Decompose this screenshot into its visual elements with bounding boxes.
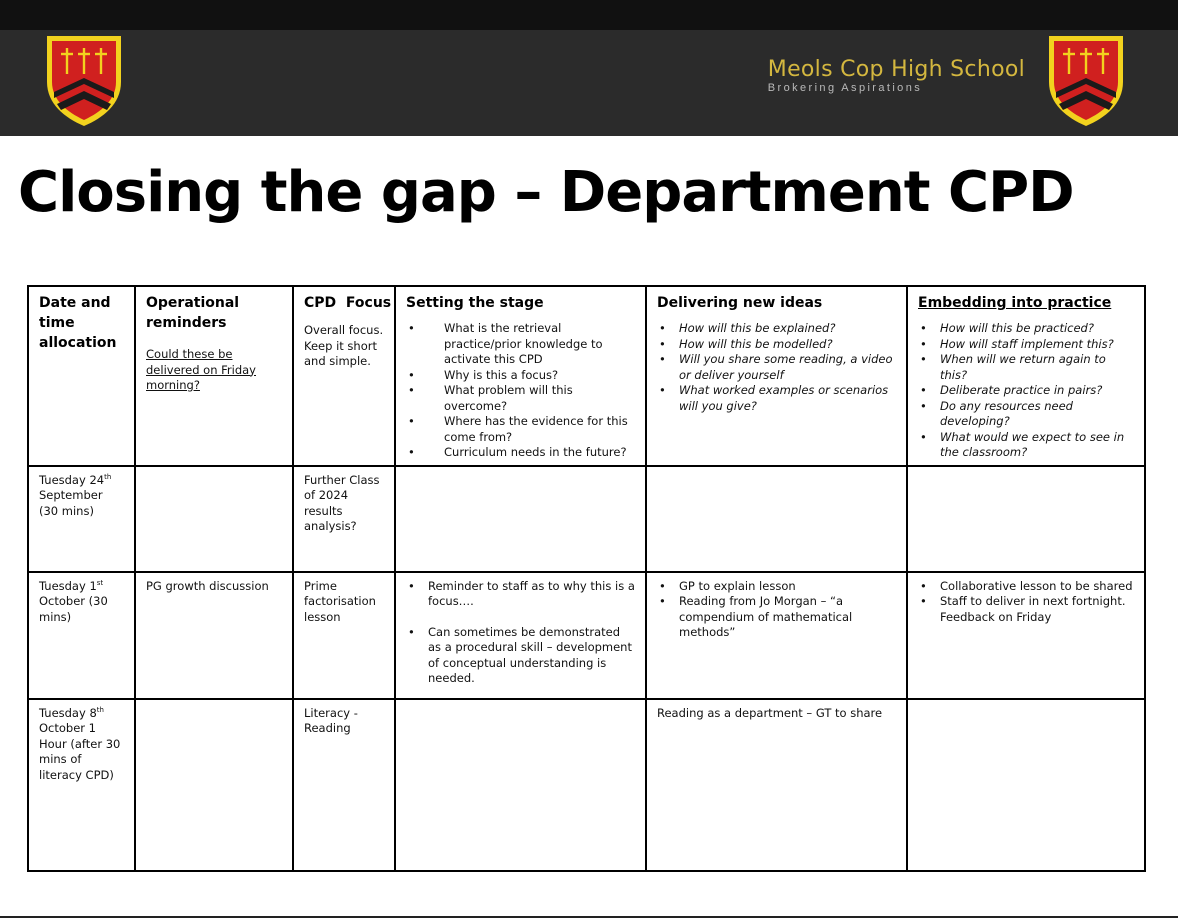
list-item: • Reading from Jo Morgan – “a compendium of mathematical methods” bbox=[657, 594, 896, 641]
operational-cell bbox=[135, 466, 293, 572]
date-suffix: st bbox=[96, 578, 104, 587]
list-item: • What would we expect to see in the classroom? bbox=[918, 430, 1134, 461]
list-item: • GP to explain lesson bbox=[657, 579, 896, 595]
bottom-divider bbox=[0, 916, 1178, 918]
list-item: • Curriculum needs in the future? bbox=[406, 445, 635, 461]
embed-cell bbox=[907, 466, 1145, 572]
header-focus-label: CPD Focus bbox=[304, 295, 392, 311]
date-suffix: th bbox=[104, 472, 112, 481]
header-ideas-list bbox=[657, 321, 896, 414]
list-item: • Staff to deliver in next fortnight. Feedback on Friday bbox=[918, 594, 1134, 625]
ideas-cell bbox=[646, 466, 907, 572]
school-branding bbox=[768, 57, 1025, 94]
table-row bbox=[28, 699, 1145, 871]
table-row bbox=[28, 466, 1145, 572]
embed-list bbox=[918, 579, 1134, 626]
stage-cell bbox=[395, 466, 646, 572]
date-text: October (30 mins) bbox=[39, 594, 108, 624]
date-text: September (30 mins) bbox=[39, 488, 103, 518]
stage-cell bbox=[395, 572, 646, 699]
list-item: • Where has the evidence for this come from? bbox=[406, 414, 635, 445]
list-item: • Can sometimes be demonstrated as a procedural skill – development of conceptual understanding is needed. bbox=[406, 625, 635, 687]
table-row bbox=[28, 572, 1145, 699]
list-item: • How will this be modelled? bbox=[657, 337, 896, 353]
date-text: Tuesday 24 bbox=[39, 472, 105, 487]
ideas-cell bbox=[646, 572, 907, 699]
list-item: • What is the retrieval practice/prior knowledge to activate this CPD bbox=[406, 321, 635, 368]
ideas-cell: Reading as a department – GT to share bbox=[646, 699, 907, 871]
list-item: • How will this be explained? bbox=[657, 321, 896, 337]
header-operational bbox=[135, 286, 293, 466]
school-name: Meols Cop High School bbox=[767, 57, 1025, 82]
date-text: Tuesday 8 bbox=[39, 705, 97, 720]
school-motto: Brokering Aspirations bbox=[767, 82, 923, 94]
list-item: • Deliberate practice in pairs? bbox=[918, 383, 1134, 399]
list-item: • Why is this a focus? bbox=[406, 368, 635, 384]
date-cell bbox=[28, 699, 135, 871]
header-operational-note: Could these be delivered on Friday morning? bbox=[146, 347, 256, 392]
header-embed-list bbox=[918, 321, 1134, 461]
top-strip bbox=[0, 0, 1178, 30]
focus-cell: Literacy - Reading bbox=[293, 699, 395, 871]
list-item: • Reminder to staff as to why this is a focus…. bbox=[406, 579, 635, 610]
list-item: • How will this be practiced? bbox=[918, 321, 1134, 337]
header-focus-note: Overall focus. Keep it short and simple. bbox=[304, 323, 384, 368]
list-item: • When will we return again to this? bbox=[918, 352, 1134, 383]
school-crest-icon bbox=[45, 34, 123, 128]
list-item: • What problem will this overcome? bbox=[406, 383, 635, 414]
list-item: • Will you share some reading, a video or deliver yourself bbox=[657, 352, 896, 383]
list-item: • Do any resources need developing? bbox=[918, 399, 1134, 430]
focus-cell: Further Class of 2024 results analysis? bbox=[293, 466, 395, 572]
header-banner bbox=[0, 30, 1178, 136]
embed-cell bbox=[907, 699, 1145, 871]
stage-list bbox=[406, 579, 635, 687]
header-focus bbox=[293, 286, 395, 466]
school-crest-icon bbox=[1047, 34, 1125, 128]
embed-cell bbox=[907, 572, 1145, 699]
header-embed-label: Embedding into practice bbox=[918, 295, 1112, 311]
header-date-label: Date and time allocation bbox=[39, 295, 117, 351]
focus-cell: Prime factorisation lesson bbox=[293, 572, 395, 699]
header-operational-label: Operational reminders bbox=[146, 295, 240, 331]
cpd-table bbox=[27, 285, 1146, 872]
ideas-list bbox=[657, 579, 896, 641]
header-stage bbox=[395, 286, 646, 466]
header-stage-list bbox=[406, 321, 635, 461]
list-item: • What worked examples or scenarios will you give? bbox=[657, 383, 896, 414]
date-text: Tuesday 1 bbox=[39, 578, 97, 593]
date-cell bbox=[28, 466, 135, 572]
date-text: October 1 Hour (after 30 mins of literacy CPD) bbox=[39, 721, 121, 782]
header-ideas-label: Delivering new ideas bbox=[657, 295, 823, 311]
page-title: Closing the gap – Department CPD bbox=[18, 160, 1074, 225]
table-header-row bbox=[28, 286, 1145, 466]
date-cell bbox=[28, 572, 135, 699]
stage-cell bbox=[395, 699, 646, 871]
list-item: • How will staff implement this? bbox=[918, 337, 1134, 353]
header-stage-label: Setting the stage bbox=[406, 295, 544, 311]
list-item: • Collaborative lesson to be shared bbox=[918, 579, 1134, 595]
operational-cell: PG growth discussion bbox=[135, 572, 293, 699]
header-ideas bbox=[646, 286, 907, 466]
operational-cell bbox=[135, 699, 293, 871]
header-date bbox=[28, 286, 135, 466]
header-embed bbox=[907, 286, 1145, 466]
date-suffix: th bbox=[96, 705, 104, 714]
